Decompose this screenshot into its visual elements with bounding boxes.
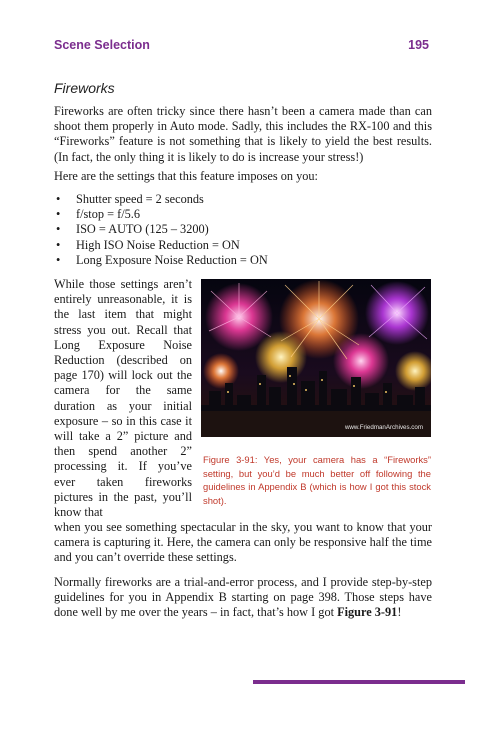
figure-reference: Figure 3-91 <box>337 605 398 620</box>
bullet-icon: • <box>56 222 61 237</box>
intro-paragraph: Fireworks are often tricky since there hasn’t been a camera made than can shoot them properly in Auto mode. Sadly, this includes the RX-100 and this “Fireworks” feature is not something that is likely to yield the best results. (In fact, the only thing it is likely to do is increase your stress!) <box>54 104 432 164</box>
list-item: • Shutter speed = 2 seconds <box>56 192 204 206</box>
settings-intro: Here are the settings that this feature imposes on you: <box>54 169 318 183</box>
bullet-icon: • <box>56 192 61 206</box>
fireworks-photo <box>201 279 431 437</box>
closing-paragraph: Normally fireworks are a trial-and-error process, and I provide step-by-step guidelines for you in Appendix B starting on page 398. Those steps have done well by me over the years – in fact, that’s how I got Figure 3-91! <box>54 575 432 620</box>
bullet-icon: • <box>56 237 61 252</box>
page-number: 195 <box>408 38 429 52</box>
wrapped-paragraph: While those settings aren’t entirely unreasonable, it is the last item that might stress you out. Recall that Long Exposure Noise Reduction (described on page 170) will lock out the camera for the same duration as your initial exposure – so in this case it will take a 2” picture and then spend another 2” processing it. If you’ve ever taken fireworks pictures in the past, you’ll know that <box>54 277 192 520</box>
section-title: Scene Selection <box>54 38 150 52</box>
list-item: • ISO = AUTO (125 – 3200) <box>56 222 209 237</box>
bullet-icon: • <box>56 252 61 267</box>
footer-rule <box>253 680 465 684</box>
section-heading: Fireworks <box>54 80 115 96</box>
figure-caption: Figure 3-91: Yes, your camera has a “Fireworks” setting, but you’d be much better off following the guidelines in Appendix B (which is how I got this stock shot). <box>203 454 431 506</box>
settings-list <box>54 192 268 268</box>
list-item: • Long Exposure Noise Reduction = ON <box>56 252 268 267</box>
running-header <box>54 38 429 58</box>
continuation-paragraph: when you see something spectacular in the sky, you want to know that your camera is capturing it. Here, the camera can only be responsive half the time and you can’t override these settings. <box>54 520 432 565</box>
watermark: www.FriedmanArchives.com <box>344 424 423 431</box>
list-item: • High ISO Noise Reduction = ON <box>56 237 240 252</box>
bullet-icon: • <box>56 207 61 222</box>
list-item: • f/stop = f/5.6 <box>56 207 140 222</box>
fireworks-illustration <box>201 279 431 437</box>
